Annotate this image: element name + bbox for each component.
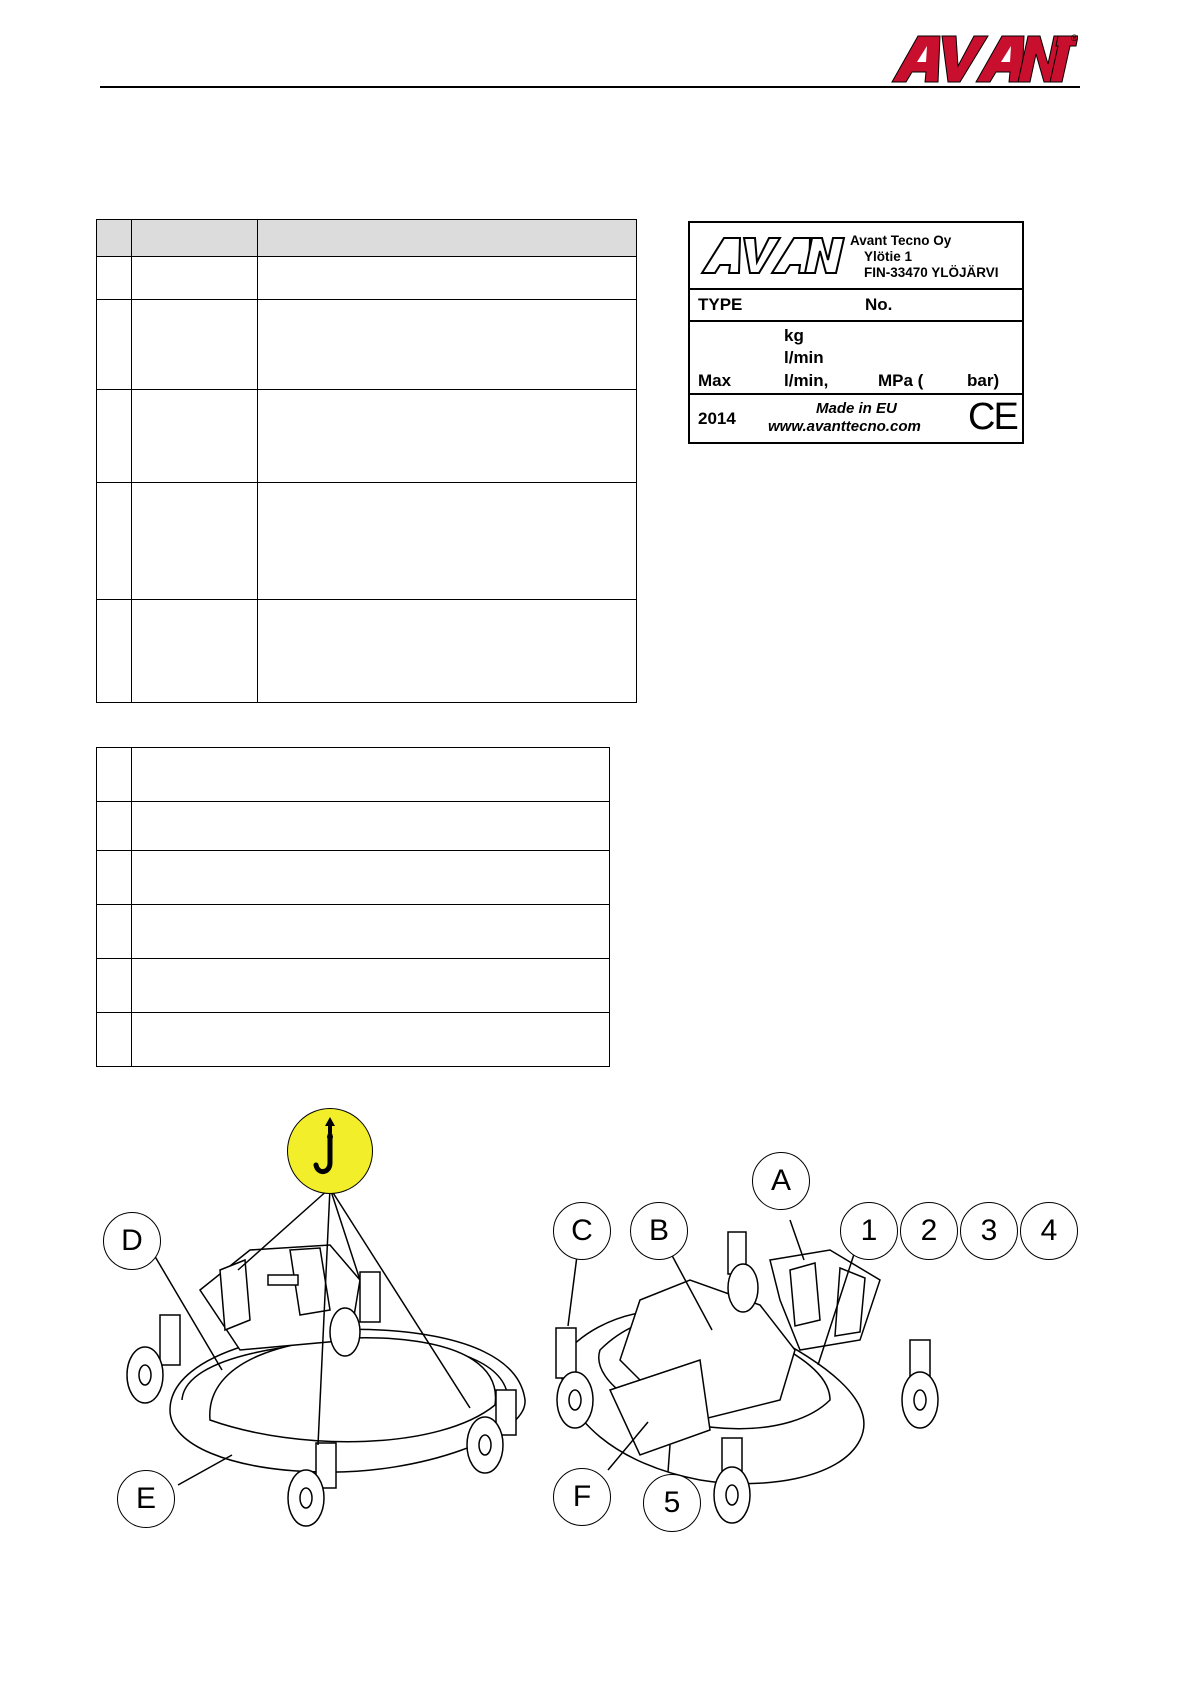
callout-f: F xyxy=(553,1468,611,1526)
callout-a: A xyxy=(752,1152,810,1210)
plate-avant-logo xyxy=(698,235,848,275)
header-rule xyxy=(100,86,1080,88)
plate-footer xyxy=(690,395,1022,444)
table-cell xyxy=(132,220,258,257)
table-row xyxy=(97,802,610,851)
table-row xyxy=(97,1013,610,1067)
plate-made-in: Made in EU xyxy=(816,400,897,417)
plate-max-label: Max xyxy=(698,371,732,390)
plate-year: 2014 xyxy=(698,409,736,428)
table-header-row xyxy=(97,220,637,257)
plate-max-flow-label: l/min, xyxy=(784,371,829,390)
avant-logo xyxy=(878,32,1078,84)
plate-pressure-label: MPa ( xyxy=(878,371,924,390)
table-row xyxy=(97,905,610,959)
callout-1: 1 xyxy=(840,1202,898,1260)
plate-flow-label: l/min xyxy=(784,348,824,367)
type-plate xyxy=(688,221,1024,444)
callout-e: E xyxy=(117,1470,175,1528)
left-wheel-1 xyxy=(127,1315,180,1403)
check-table xyxy=(96,747,610,1067)
registered-mark: ® xyxy=(1071,33,1078,43)
avant-logo-graphic xyxy=(878,32,1078,84)
table-row xyxy=(97,851,610,905)
plate-website: www.avanttecno.com xyxy=(768,418,921,435)
table-row xyxy=(97,257,637,300)
hook-icon xyxy=(288,1109,372,1193)
callout-5: 5 xyxy=(643,1474,701,1532)
plate-street: Ylötie 1 xyxy=(864,249,913,264)
table-cell xyxy=(258,220,637,257)
ce-mark: CE xyxy=(968,396,1017,438)
mower-right-drawing xyxy=(556,1232,938,1523)
callout-c: C xyxy=(553,1202,611,1260)
spec-table xyxy=(96,219,637,703)
callout-2: 2 xyxy=(900,1202,958,1260)
table-row xyxy=(97,600,637,703)
plate-postal: FIN-33470 YLÖJÄRVI xyxy=(864,265,999,280)
right-wheel-3 xyxy=(902,1340,938,1428)
plate-ratings-row xyxy=(690,322,1022,395)
plate-number-label: No. xyxy=(865,295,893,314)
callout-d: D xyxy=(103,1212,161,1270)
callout-3: 3 xyxy=(960,1202,1018,1260)
plate-type-label: TYPE xyxy=(698,295,743,314)
plate-bar-label: bar) xyxy=(967,371,1000,390)
table-row xyxy=(97,390,637,483)
table-row xyxy=(97,483,637,600)
callout-4: 4 xyxy=(1020,1202,1078,1260)
callout-b: B xyxy=(630,1202,688,1260)
plate-kg-label: kg xyxy=(784,326,804,345)
plate-company: Avant Tecno Oy xyxy=(850,233,952,248)
table-row xyxy=(97,748,610,802)
table-row xyxy=(97,959,610,1013)
right-wheel-2 xyxy=(728,1232,758,1312)
plate-header xyxy=(690,223,1022,290)
table-row xyxy=(97,300,637,390)
table-cell xyxy=(97,220,132,257)
lifting-hook-icon xyxy=(287,1108,373,1194)
plate-type-row xyxy=(690,290,1022,322)
